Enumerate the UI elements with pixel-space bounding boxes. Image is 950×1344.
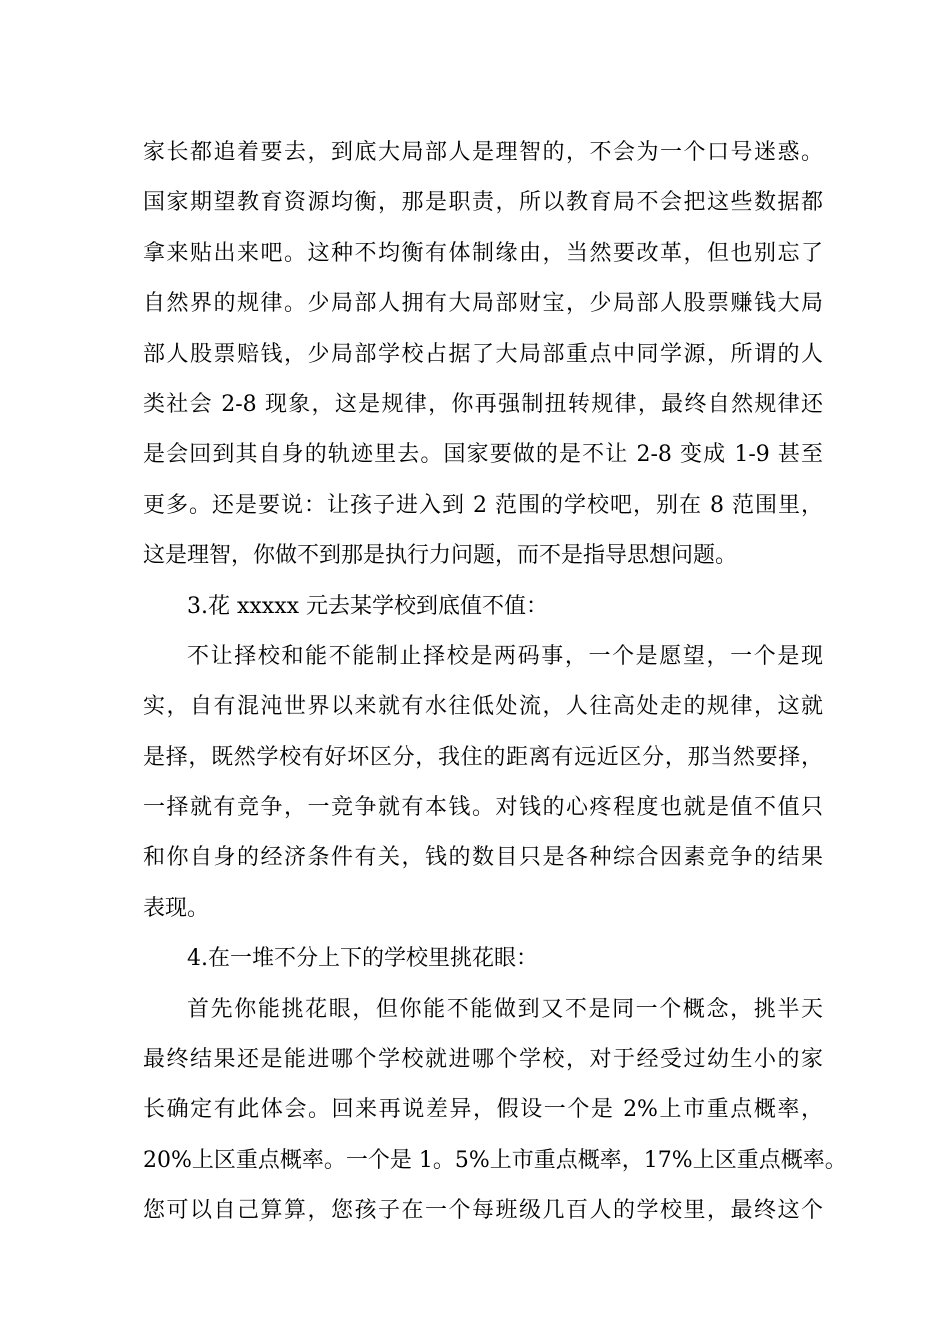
document-body	[143, 128, 847, 1237]
text-line: 是会回到其自身的轨迹里去。国家要做的是不让 2-8 变成 1-9 甚至	[143, 442, 823, 468]
text-line: 20%上区重点概率。一个是 1。5%上市重点概率，17%上区重点概率。	[143, 1147, 847, 1173]
text-line: 家长都追着要去，到底大局部人是理智的，不会为一个口号迷惑。	[143, 140, 823, 165]
text-line: 最终结果还是能进哪个学校就进哪个学校，对于经受过幼生小的家	[143, 1047, 823, 1073]
text-line: 您可以自己算算，您孩子在一个每班级几百人的学校里，最终这个	[143, 1198, 823, 1224]
text-line: 不让择校和能不能制止择校是两码事，一个是愿望，一个是现	[187, 643, 823, 669]
text-line: 这是理智，你做不到那是执行力问题，而不是指导思想问题。	[143, 543, 738, 569]
text-line: 自然界的规律。少局部人拥有大局部财宝，少局部人股票赚钱大局	[143, 291, 823, 317]
text-line: 拿来贴出来吧。这种不均衡有体制缘由，当然要改革，但也别忘了	[143, 240, 823, 266]
text-line: 类社会 2-8 现象，这是规律，你再强制扭转规律，最终自然规律还	[143, 391, 823, 417]
text-line: 国家期望教育资源均衡，那是职责，所以教育局不会把这些数据都	[143, 190, 823, 216]
text-line: 表现。	[143, 895, 210, 921]
text-line: 长确定有此体会。回来再说差异，假设一个是 2%上市重点概率，	[143, 1097, 823, 1123]
section-heading: 4.在一堆不分上下的学校里挑花眼：	[187, 946, 538, 972]
text-line: 部人股票赔钱，少局部学校占据了大局部重点中同学源，所谓的人	[143, 341, 823, 367]
text-line: 是择，既然学校有好坏区分，我住的距离有远近区分，那当然要择，	[143, 744, 823, 770]
text-line: 实，自有混沌世界以来就有水往低处流，人往高处走的规律，这就	[143, 694, 823, 720]
text-line: 首先你能挑花眼，但你能不能做到又不是同一个概念，挑半天	[187, 996, 823, 1022]
text-line: 和你自身的经济条件有关，钱的数目只是各种综合因素竞争的结果	[143, 845, 823, 871]
section-heading: 3.花 xxxxx 元去某学校到底值不值：	[187, 593, 549, 619]
text-line: 更多。还是要说：让孩子进入到 2 范围的学校吧，别在 8 范围里，	[143, 492, 823, 518]
text-line: 一择就有竞争，一竞争就有本钱。对钱的心疼程度也就是值不值只	[143, 795, 823, 821]
